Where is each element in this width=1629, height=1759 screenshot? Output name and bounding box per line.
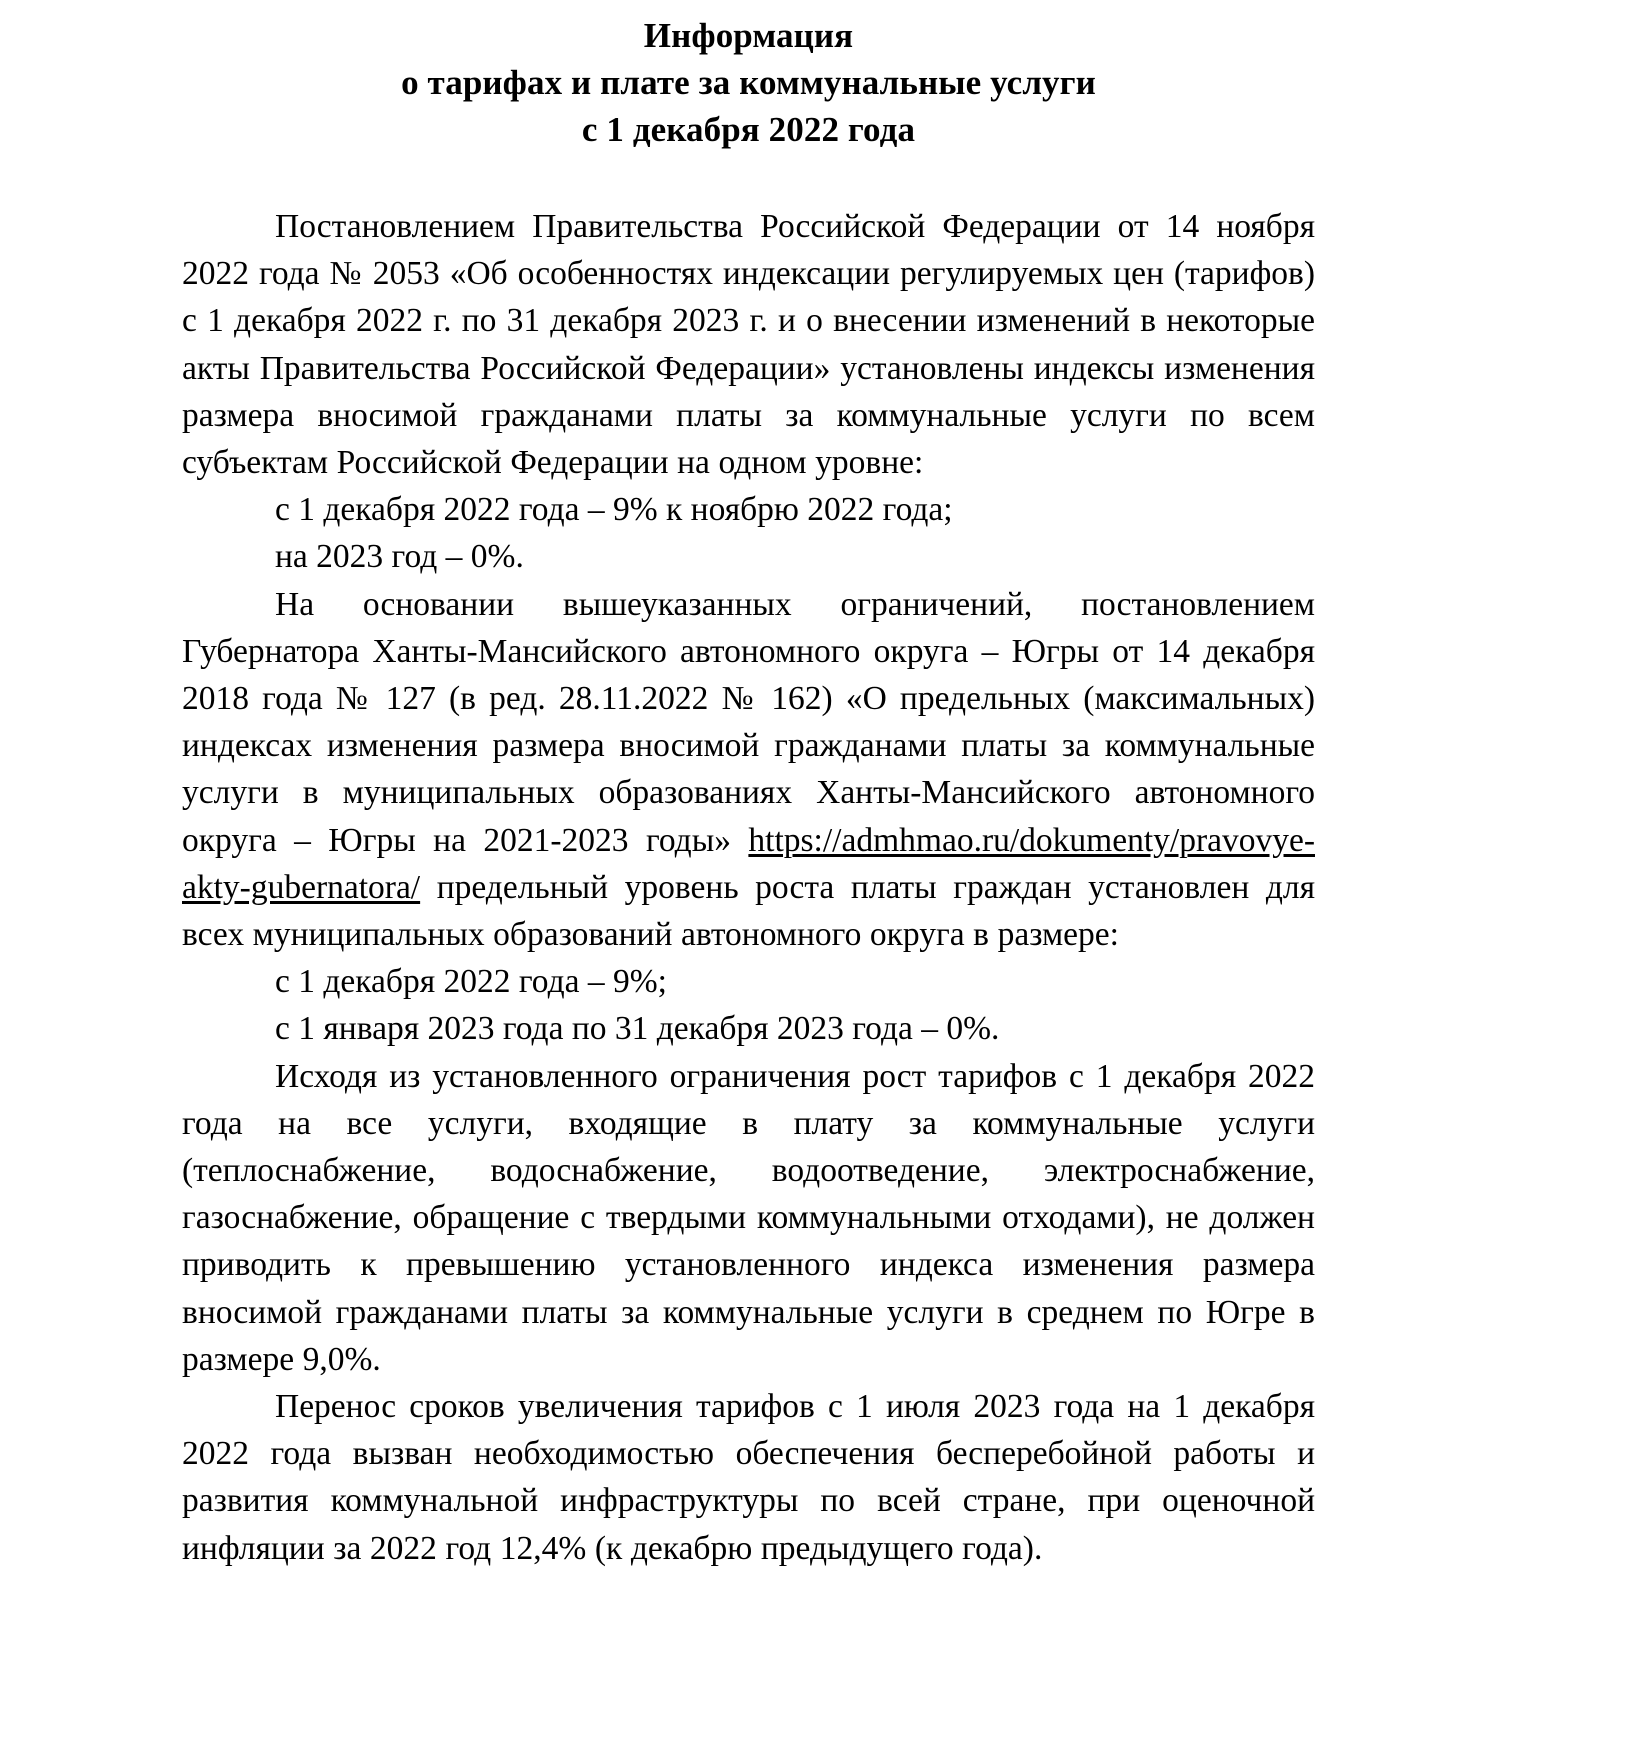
title-line-1: Информация: [643, 16, 854, 55]
title-line-3: с 1 декабря 2022 года: [581, 110, 916, 149]
governor-acts-link[interactable]: https://admhmao.ru/dokumenty/pravovye-akty-gubernatora/: [182, 821, 1315, 906]
document-body: [182, 203, 1315, 1572]
list-item-index-2023: на 2023 год – 0%.: [275, 538, 524, 576]
paragraph-deadline-shift: Перенос сроков увеличения тарифов с 1 июля 2023 года на 1 декабря 2022 года вызван необходимостью обеспечения бесперебойной работы и развития коммунальной инфраструктуры по всей стране, при оценочной инфляции за 2022 год 12,4% (к декабрю предыдущего года).: [182, 1388, 1315, 1567]
paragraph-government-decree: Постановлением Правительства Российской Федерации от 14 ноября 2022 года № 2053 «Об особенностях индексации регулируемых цен (тарифов) с 1 декабря 2022 г. по 31 декабря 2023 г. и о внесении изменений в некоторые акты Правительства Российской Федерации» установлены индексы изменения размера вносимой гражданами платы за коммунальные услуги по всем субъектам Российской Федерации на одном уровне:: [182, 208, 1315, 482]
paragraph-tariff-growth-limit: Исходя из установленного ограничения рост тарифов с 1 декабря 2022 года на все услуги, входящие в плату за коммунальные услуги (теплоснабжение, водоснабжение, водоотведение, электроснабжение, газоснабжение, обращение с твердыми коммунальными отходами), не должен приводить к превышению установленного индекса изменения размера вносимой гражданами платы за коммунальные услуги в среднем по Югре в размере 9,0%.: [182, 1057, 1315, 1378]
paragraph-governor-decree: [182, 581, 1315, 959]
list-item-index-dec-2022: с 1 декабря 2022 года – 9% к ноябрю 2022 года;: [275, 491, 953, 529]
list-item-growth-2023: с 1 января 2023 года по 31 декабря 2023 года – 0%.: [275, 1010, 1000, 1048]
list-item-growth-dec-2022: с 1 декабря 2022 года – 9%;: [275, 963, 667, 1001]
page-title: [182, 12, 1315, 153]
title-line-2: о тарифах и плате за коммунальные услуги: [401, 63, 1096, 102]
paragraph-governor-decree-text-before-link: На основании вышеуказанных ограничений, постановлением Губернатора Ханты-Мансийского автономного округа – Югры от 14 декабря 2018 года № 127 (в ред. 28.11.2022 № 162) «О предельных (максимальных) индексах изменения размера вносимой гражданами платы за коммунальные услуги в муниципальных образованиях Ханты-Мансийского автономного округа – Югры на 2021-2023 годы»: [182, 585, 1315, 859]
paragraph-governor-decree-text-after-link: предельный уровень роста платы граждан установлен для всех муниципальных образований автономного округа в размере:: [182, 868, 1315, 954]
